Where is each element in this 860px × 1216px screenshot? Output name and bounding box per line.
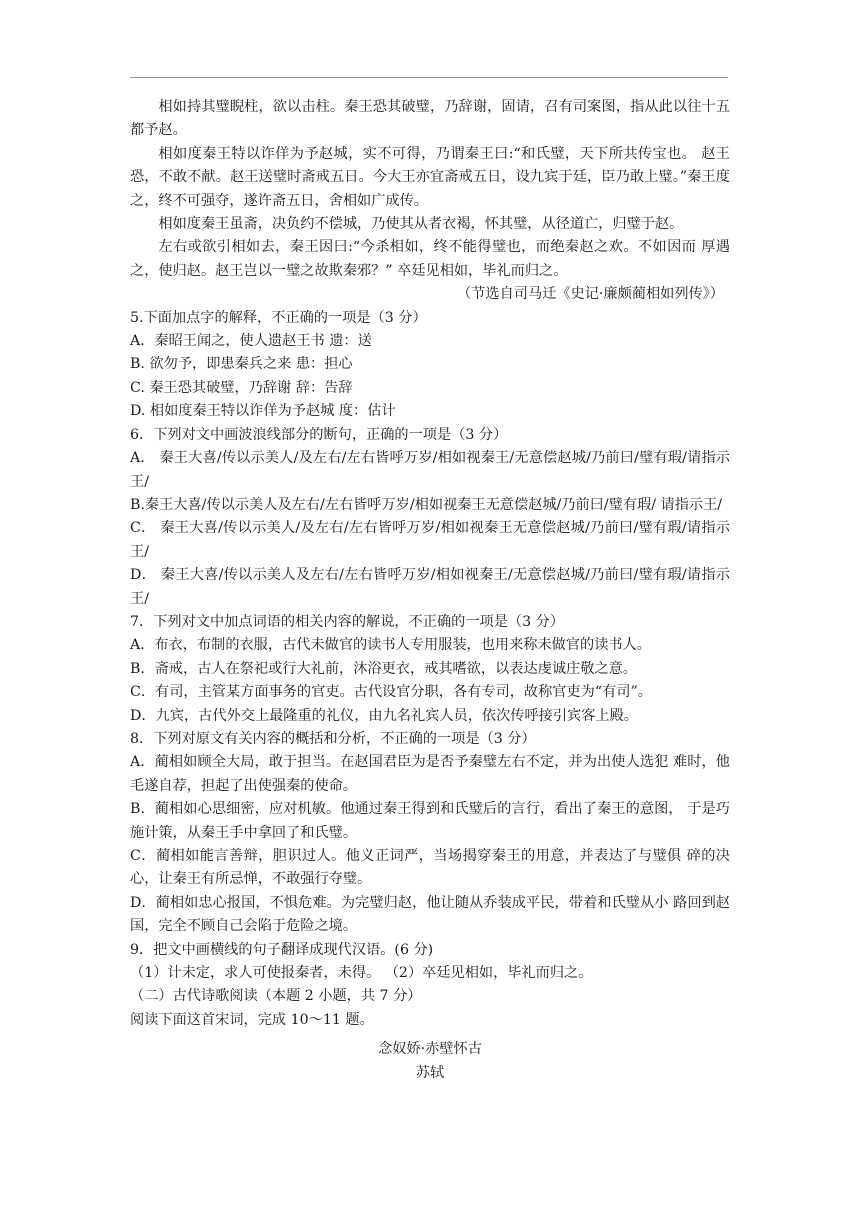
passage-source: （节选自司马迁《史记·廉颇蔺相如列传》）: [457, 286, 724, 303]
passage-paragraph: 相如度秦王特以诈佯为予赵城，实不可得，乃谓秦王曰:“和氏璧，天下所共传宝也。 赵王恐，不敢不献。赵王送璧时斋戒五日。今大王亦宜斋戒五日，设九宾于廷，臣乃敢上璧。”秦王度之，终不可强夺，遂许斋五日，舍相如广成传。: [130, 145, 730, 209]
question-7-option-c: C．有司，主管某方面事务的官吏。古代设官分职，各有专司，故称官吏为“有司”。: [130, 684, 652, 701]
document-page: [130, 96, 730, 1085]
question-5-option-d: D. 相如度秦王特以诈佯为予赵城 度：估计: [130, 403, 396, 420]
question-8-option-a: A．蔺相如顾全大局，敢于担当。在赵国君臣为是否予秦璧左右不定，并为出使人选犯 难时，他毛遂自荐，担起了出使强秦的使命。: [130, 754, 730, 794]
question-7: 7．下列对文中加点词语的相关内容的解说，不正确的一项是（3 分）: [130, 613, 565, 630]
question-9: 9．把文中画横线的句子翻译成现代汉语。(6 分): [130, 941, 434, 958]
question-7-option-d: D．九宾，古代外交上最隆重的礼仪，由九名礼宾人员，依次传呼接引宾客上殿。: [130, 707, 638, 724]
question-6-option-c: C． 秦王大喜/传以示美人/及左右/左右皆呼万岁/相如视秦王无意偿赵城/乃前曰/璧有瑕/请指示王/: [130, 520, 730, 560]
poem-author: 苏轼: [415, 1064, 445, 1081]
question-9-items: （1）计未定，求人可使报秦者，未得。 （2）卒廷见相如，毕礼而归之。: [130, 965, 593, 982]
question-7-option-a: A．布衣，布制的衣服，古代未做官的读书人专用服装，也用来称未做官的读书人。: [130, 637, 651, 654]
question-6: 6．下列对文中画波浪线部分的断句，正确的一项是（3 分）: [130, 426, 508, 443]
question-5-option-b: B. 欲勿予，即患秦兵之来 患：担心: [130, 356, 353, 373]
poem-title: 念奴娇·赤壁怀古: [378, 1041, 482, 1058]
passage-paragraph: 相如度秦王虽斋，决负约不偿城，乃使其从者衣褐，怀其璧，从径道亡，归璧于赵。: [158, 216, 684, 233]
question-8-option-b: B．蔺相如心思细密，应对机敏。他通过秦王得到和氏璧后的言行，看出了秦王的意图， 于是巧施计策，从秦王手中拿回了和氏璧。: [130, 801, 730, 841]
question-6-option-d: D． 秦王大喜/传以示美人及左右/左右皆呼万岁/相如视秦王/无意偿赵城/乃前曰/璧有瑕/请指示王/: [130, 567, 730, 607]
passage-paragraph: 相如持其璧睨柱，欲以击柱。秦王恐其破璧，乃辞谢，固请，召有司案图，指从此以往十五都予赵。: [130, 99, 730, 139]
question-8-option-d: D．蔺相如忠心报国，不惧危难。为完璧归赵，他让随从乔装成平民，带着和氏璧从小 路回到赵国，完全不顾自己会陷于危险之境。: [130, 894, 730, 935]
section-heading: （二）古代诗歌阅读（本题 2 小题，共 7 分）: [130, 988, 422, 1005]
question-5-option-c: C. 秦王恐其破璧，乃辞谢 辞：告辞: [130, 379, 353, 396]
passage-paragraph: 左右或欲引相如去，秦王因曰:“今杀相如，终不能得璧也，而绝秦赵之欢。不如因而 厚遇之，使归赵。赵王岂以一璧之故欺秦邪？” 卒廷见相如，毕礼而归之。: [130, 239, 730, 279]
question-5: 5.下面加点字的解释，不正确的一项是（3 分）: [130, 309, 427, 326]
question-5-option-a: A．秦昭王闻之，使人遗赵王书 遗：送: [130, 333, 372, 350]
question-8: 8．下列对原文有关内容的概括和分析，不正确的一项是（3 分）: [130, 730, 536, 747]
question-7-option-b: B．斋戒，古人在祭祀或行大礼前，沐浴更衣，戒其嗜欲，以表达虔诚庄敬之意。: [130, 660, 637, 677]
question-6-option-a: A． 秦王大喜/传以示美人/及左右/左右皆呼万岁/相如视秦王/无意偿赵城/乃前曰/璧有瑕/请指示王/: [130, 450, 730, 490]
section-instruction: 阅读下面这首宋词，完成 10～11 题。: [130, 1011, 374, 1028]
question-8-option-c: C．蔺相如能言善辩，胆识过人。他义正词严，当场揭穿秦王的用意，并表达了与璧俱 碎的决心，让秦王有所忌惮，不敢强行夺璧。: [130, 848, 730, 888]
question-6-option-b: B.秦王大喜/传以示美人及左右/左右皆呼万岁/相如视秦王无意偿赵城/乃前曰/璧有瑕/ 请指示王/: [130, 496, 723, 513]
header-rule: [130, 77, 728, 78]
